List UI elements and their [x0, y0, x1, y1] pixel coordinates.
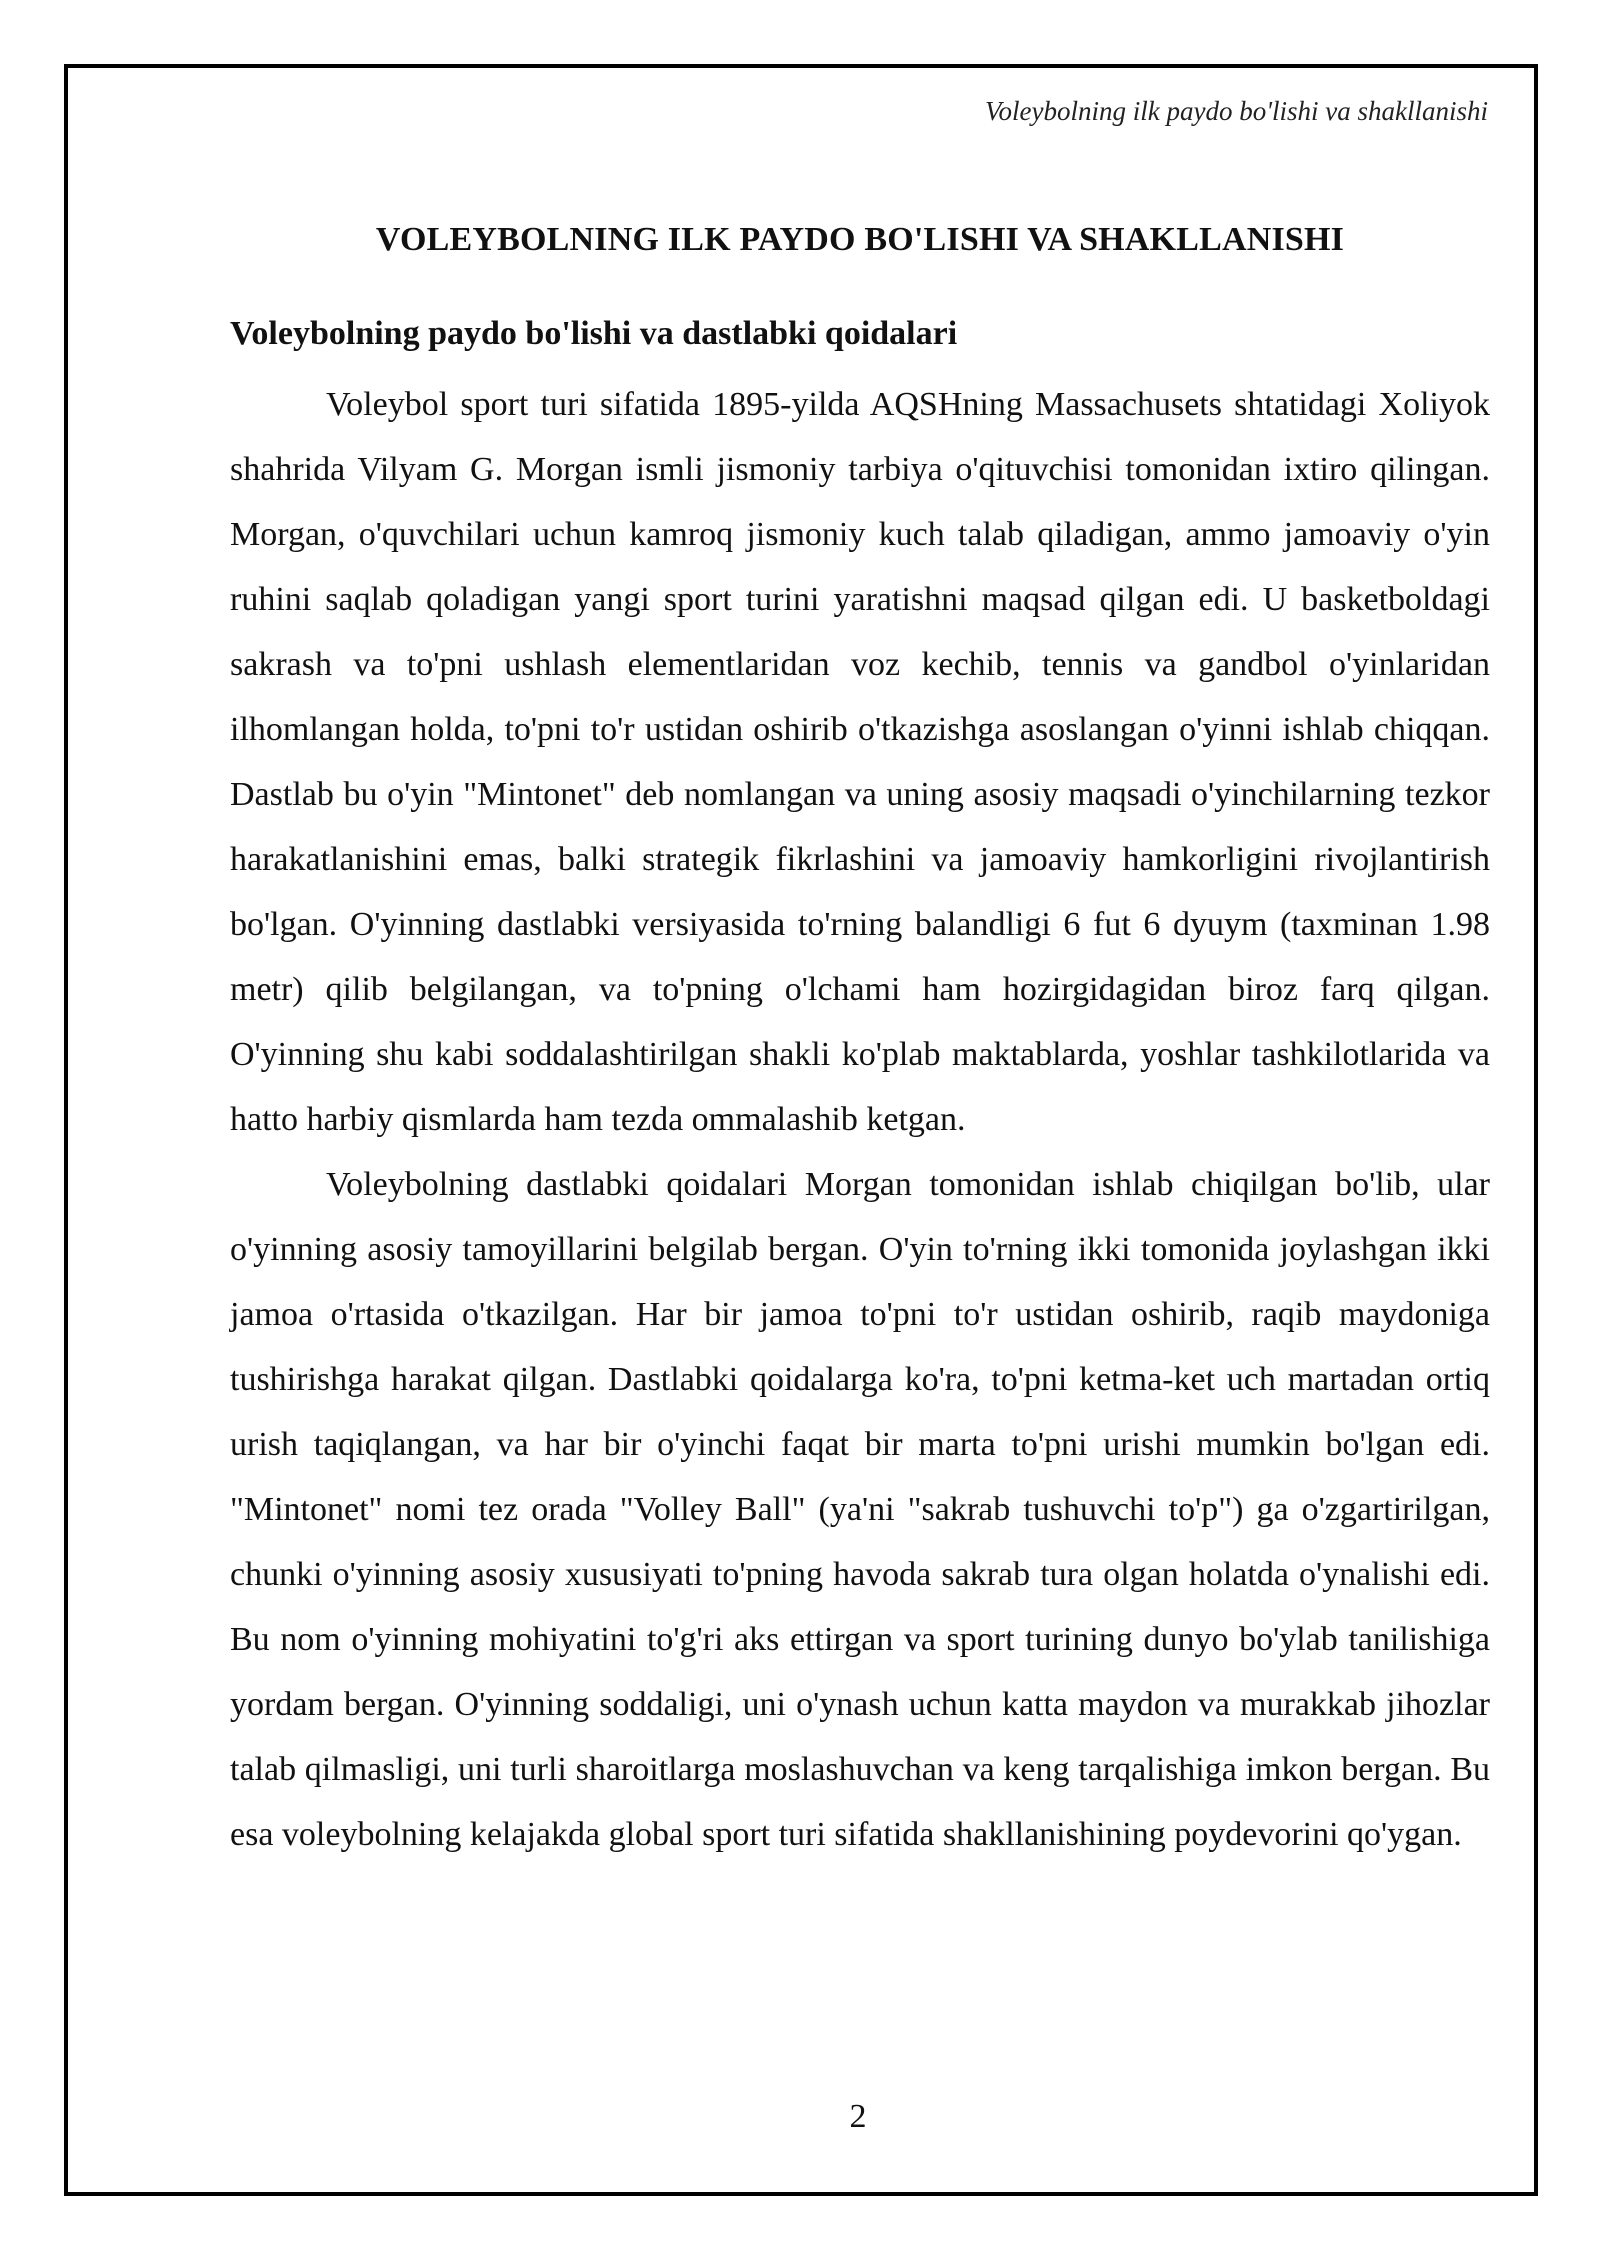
page-number: 2	[849, 2098, 867, 2135]
document-title: VOLEYBOLNING ILK PAYDO BO'LISHI VA SHAKLLANISHI	[375, 221, 1345, 258]
document-body	[230, 210, 1490, 1867]
paragraph: Voleybolning dastlabki qoidalari Morgan tomonidan ishlab chiqilgan bo'lib, ular o'yinning asosiy tamoyillarini belgilab bergan. O'yin to'rning ikki tomonida joylashgan ikki jamoa o'rtasida o'tkazilgan. Har bir jamoa to'pni to'r ustidan oshirib, raqib maydoniga tushirishga harakat qilgan. Dastlabki qoidalarga ko'ra, to'pni ketma-ket uch martadan ortiq urish taqiqlangan, va har bir o'yinchi faqat bir marta to'pni urishi mumkin bo'lgan edi. "Mintonet" nomi tez orada "Volley Ball" (ya'ni "sakrab tushuvchi to'p") ga o'zgartirilgan, chunki o'yinning asosiy xususiyati to'pning havoda sakrab tura olgan holatda o'ynalishi edi. Bu nom o'yinning mohiyatini to'g'ri aks ettirgan va sport turining dunyo bo'ylab tanilishiga yordam bergan. O'yinning soddaligi, uni o'ynash uchun katta maydon va murakkab jihozlar talab qilmasligi, uni turli sharoitlarga moslashuvchan va keng tarqalishiga imkon bergan. Bu esa voleybolning kelajakda global sport turi sifatida shakllanishining poydevorini qo'ygan.	[230, 1166, 1490, 1853]
paragraph: Voleybol sport turi sifatida 1895-yilda AQSHning Massachusets shtatidagi Xoliyok shahrida Vilyam G. Morgan ismli jismoniy tarbiya o'qituvchisi tomonidan ixtiro qilingan. Morgan, o'quvchilari uchun kamroq jismoniy kuch talab qiladigan, ammo jamoaviy o'yin ruhini saqlab qoladigan yangi sport turini yaratishni maqsad qilgan edi. U basketboldagi sakrash va to'pni ushlash elementlaridan voz kechib, tennis va gandbol o'yinlaridan ilhomlangan holda, to'pni to'r ustidan oshirib o'tkazishga asoslangan o'yinni ishlab chiqqan. Dastlab bu o'yin "Mintonet" deb nomlangan va uning asosiy maqsadi o'yinchilarning tezkor harakatlanishini emas, balki strategik fikrlashini va jamoaviy hamkorligini rivojlantirish bo'lgan. O'yinning dastlabki versiyasida to'rning balandligi 6 fut 6 dyuym (taxminan 1.98 metr) qilib belgilangan, va to'pning o'lchami ham hozirgidagidan biroz farq qilgan. O'yinning shu kabi soddalashtirilgan shakli ko'plab maktablarda, yoshlar tashkilotlarida va hatto harbiy qismlarda ham tezda ommalashib ketgan.	[230, 386, 1490, 1138]
running-header: Voleybolning ilk paydo bo'lishi va shakllanishi	[985, 96, 1488, 126]
section-heading: Voleybolning paydo bo'lishi va dastlabki qoidalari	[230, 315, 958, 352]
